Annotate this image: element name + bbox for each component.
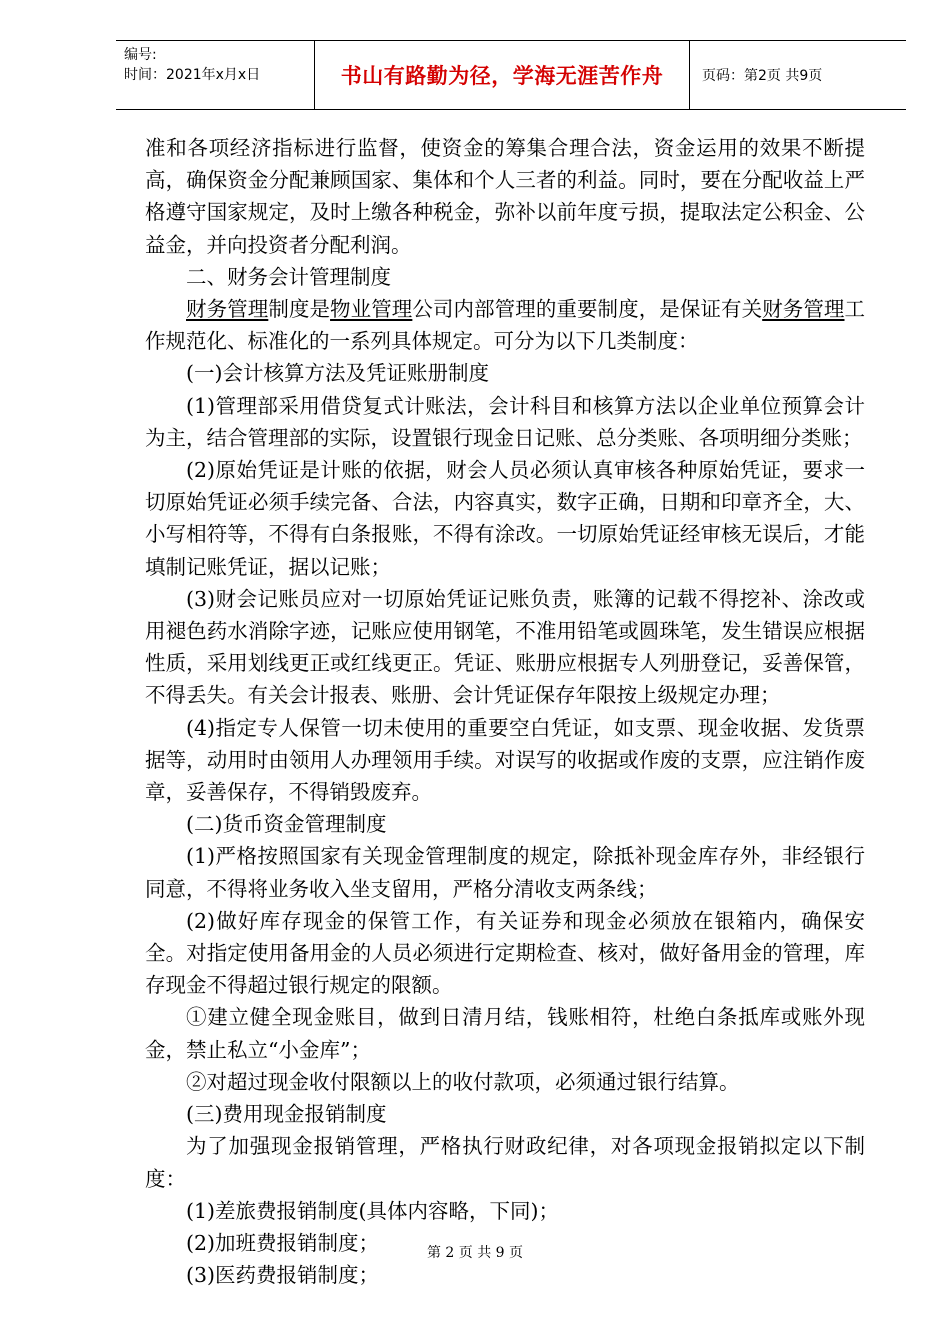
text-run: 工作规范化、标准化的一系列具体规定。可分为以下几类制度： bbox=[145, 297, 865, 354]
document-body bbox=[145, 132, 865, 1291]
list-item: (3)医药费报销制度； bbox=[186, 1263, 380, 1288]
list-item: (1)差旅费报销制度(具体内容略，下同)； bbox=[186, 1198, 560, 1223]
page-header bbox=[116, 40, 906, 110]
list-item: (2)加班费报销制度； bbox=[186, 1230, 380, 1255]
subsection-heading: (一)会计核算方法及凭证账册制度 bbox=[186, 361, 489, 386]
link-financial-management[interactable]: 财务管理 bbox=[762, 297, 845, 322]
paragraph: 为了加强现金报销管理，严格执行财政纪律，对各项现金报销拟定以下制度： bbox=[145, 1134, 865, 1191]
list-item: (1)严格按照国家有关现金管理制度的规定，除抵补现金库存外，非经银行同意，不得将业务收入坐支留用，严格分清收支两条线； bbox=[145, 844, 865, 901]
subsection-heading: (二)货币资金管理制度 bbox=[186, 812, 387, 837]
paragraph bbox=[145, 293, 865, 357]
number-label: 编号: bbox=[124, 47, 157, 63]
header-meta bbox=[116, 41, 314, 109]
text-run: 制度是 bbox=[268, 297, 331, 322]
list-item: ②对超过现金收付限额以上的收付款项，必须通过银行结算。 bbox=[186, 1069, 740, 1094]
section-heading: 二、财务会计管理制度 bbox=[186, 264, 391, 289]
list-item: (2)原始凭证是计账的依据，财会人员必须认真审核各种原始凭证，要求一切原始凭证必须手续完备、合法，内容真实，数字正确，日期和印章齐全，大、小写相符等，不得有白条报账，不得有涂改。一切原始凭证经审核无误后，才能填制记账凭证，据以记账； bbox=[145, 458, 865, 579]
page-footer: 第 2 页 共 9 页 bbox=[426, 1245, 524, 1261]
list-item: (4)指定专人保管一切未使用的重要空白凭证，如支票、现金收据、发货票据等，动用时由领用人办理领用手续。对误写的收据或作废的支票，应注销作废章，妥善保存，不得销毁废弃。 bbox=[145, 715, 865, 805]
header-motto: 书山有路勤为径，学海无涯苦作舟 bbox=[340, 64, 664, 88]
list-item: (1)管理部采用借贷复式计账法，会计科目和核算方法以企业单位预算会计为主，结合管理部的实际，设置银行现金日记账、总分类账、各项明细分类账； bbox=[145, 393, 865, 450]
time-label: 时间：2021年x月x日 bbox=[124, 67, 261, 83]
list-item: (2)做好库存现金的保管工作，有关证券和现金必须放在银箱内，确保安全。对指定使用备用金的人员必须进行定期检查、核对，做好备用金的管理，库存现金不得超过银行规定的限额。 bbox=[145, 908, 865, 998]
list-item: (3)财会记账员应对一切原始凭证记账负责，账簿的记载不得挖补、涂改或用褪色药水消除字迹，记账应使用钢笔，不准用铅笔或圆珠笔，发生错误应根据性质，采用划线更正或红线更正。凭证、账册应根据专人列册登记，妥善保管，不得丢失。有关会计报表、账册、会计凭证保存年限按上级规定办理； bbox=[145, 586, 865, 708]
subsection-heading: (三)费用现金报销制度 bbox=[186, 1102, 387, 1127]
link-property-management[interactable]: 物业管理 bbox=[330, 297, 413, 322]
link-financial-management[interactable]: 财务管理 bbox=[186, 297, 269, 322]
text-run: 公司内部管理的重要制度，是保证有关 bbox=[412, 297, 763, 322]
list-item: ①建立健全现金账目，做到日清月结，钱账相符，杜绝白条抵库或账外现金，禁止私立“小金库”； bbox=[145, 1005, 865, 1062]
header-page-label: 页码：第2页 共9页 bbox=[702, 68, 823, 84]
paragraph: 准和各项经济指标进行监督，使资金的筹集合理合法，资金运用的效果不断提高，确保资金分配兼顾国家、集体和个人三者的利益。同时，要在分配收益上严格遵守国家规定，及时上缴各种税金，弥补以前年度亏损，提取法定公积金、公益金，并向投资者分配利润。 bbox=[145, 136, 865, 257]
